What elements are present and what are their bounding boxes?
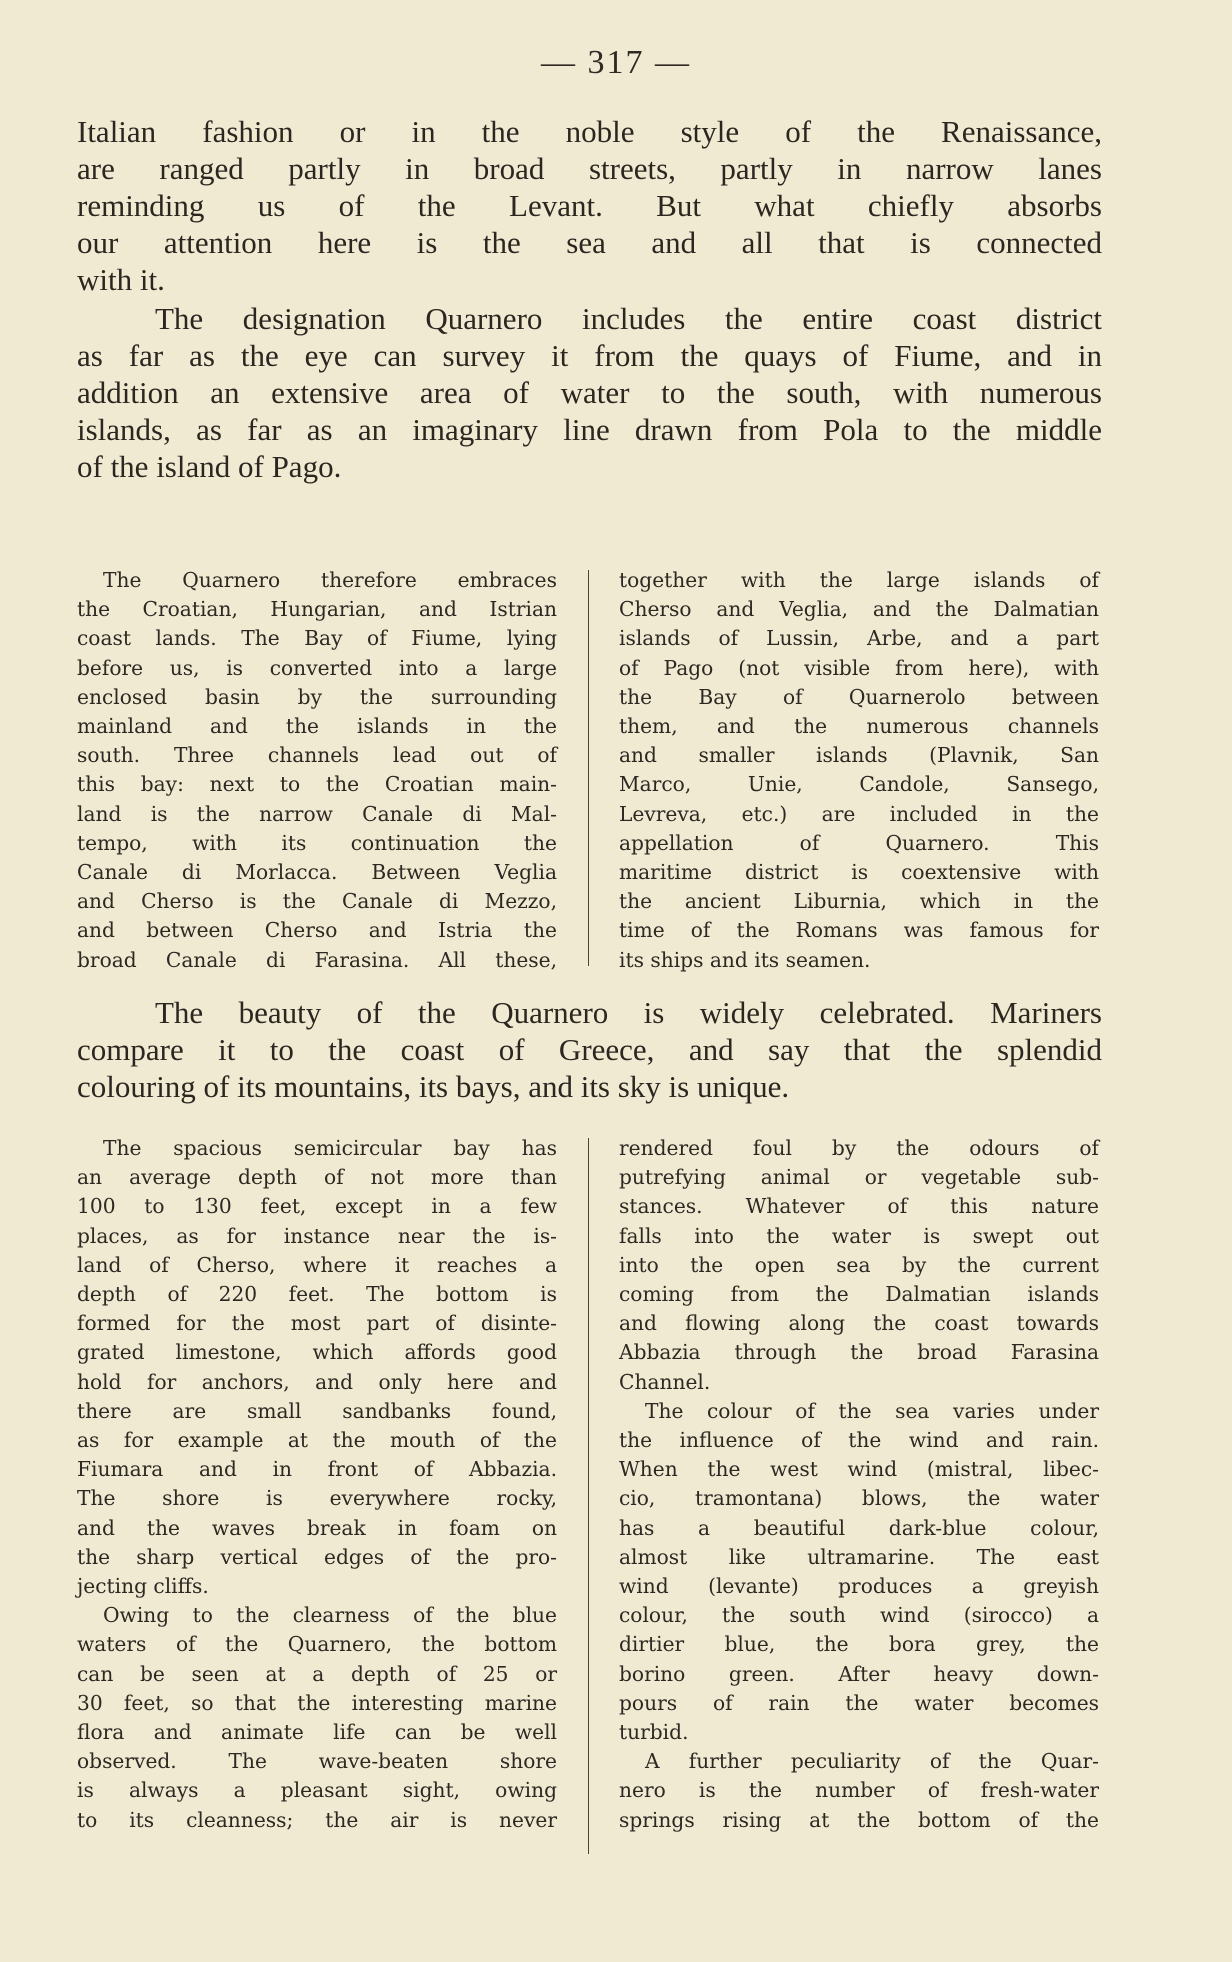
column-divider [588, 570, 589, 966]
text-line: the sharp vertical edges of the pro- [77, 1544, 557, 1569]
text-line: addition an extensive area of water to the south, with numerous [77, 375, 1102, 410]
text-line: with it. [77, 262, 165, 297]
text-line: and between Cherso and Istria the [77, 918, 557, 943]
text-line: broad Canale di Farasina. All these, [77, 947, 557, 972]
text-line: as for example at the mouth of the [77, 1428, 557, 1453]
text-line: places, as for instance near the is- [77, 1223, 557, 1248]
text-line: When the west wind (mistral, libec- [619, 1457, 1099, 1482]
text-line: observed. The wave-beaten shore [77, 1749, 557, 1774]
text-line: depth of 220 feet. The bottom is [77, 1282, 557, 1307]
text-line: Owing to the clearness of the blue [103, 1603, 557, 1628]
text-line: colouring of its mountains, its bays, and its sky is unique. [77, 1069, 790, 1104]
text-line: nero is the number of fresh-water [619, 1778, 1099, 1803]
text-line: grated limestone, which affords good [77, 1340, 557, 1365]
section-one-right-column [619, 566, 1099, 975]
text-line: are ranged partly in broad streets, partly in narrow lanes [77, 151, 1102, 186]
text-line: islands of Lussin, Arbe, and a part [619, 626, 1099, 651]
text-line: has a beautiful dark-blue colour, [619, 1515, 1099, 1540]
text-line: falls into the water is swept out [619, 1223, 1099, 1248]
text-line: stances. Whatever of this nature [619, 1194, 1099, 1219]
text-line: waters of the Quarnero, the bottom [77, 1632, 557, 1657]
text-line: Fiumara and in front of Abbazia. [77, 1457, 557, 1482]
text-line: time of the Romans was famous for [619, 918, 1099, 943]
text-line: 30 feet, so that the interesting marine [77, 1690, 557, 1715]
text-line: mainland and the islands in the [77, 714, 557, 739]
text-line: maritime district is coextensive with [619, 860, 1099, 885]
text-line: south. Three channels lead out of [77, 743, 557, 768]
text-line: and smaller islands (Plavnik, San [619, 743, 1099, 768]
beauty-paragraph [77, 994, 1102, 1105]
text-line: colour, the south wind (sirocco) a [619, 1603, 1099, 1628]
text-line: is always a pleasant sight, owing [77, 1778, 557, 1803]
text-line: of the island of Pago. [77, 449, 342, 484]
text-line: there are small sandbanks found, [77, 1398, 557, 1423]
text-line: reminding us of the Levant. But what chiefly absorbs [77, 188, 1102, 223]
text-line: Abbazia through the broad Farasina [619, 1340, 1099, 1365]
column-divider [588, 1138, 589, 1854]
text-line: them, and the numerous channels [619, 714, 1099, 739]
text-line: compare it to the coast of Greece, and say that the splendid [77, 1032, 1102, 1067]
section-two-left-column [77, 1134, 557, 1835]
text-line: land of Cherso, where it reaches a [77, 1252, 557, 1277]
section-two-right-column [619, 1134, 1099, 1835]
text-line: and the waves break in foam on [77, 1515, 557, 1540]
text-line: The colour of the sea varies under [645, 1398, 1099, 1423]
text-line: to its cleanness; the air is never [77, 1807, 557, 1832]
text-line: Cherso and Veglia, and the Dalmatian [619, 597, 1099, 622]
page-number: — 317 — [541, 44, 691, 81]
text-line: its ships and its seamen. [619, 947, 871, 972]
text-line: dirtier blue, the bora grey, the [619, 1632, 1099, 1657]
intro-paragraph [77, 113, 1102, 298]
text-line: The Quarnero therefore embraces [103, 568, 557, 592]
text-line: putrefying animal or vegetable sub- [619, 1165, 1099, 1190]
text-line: into the open sea by the current [619, 1252, 1099, 1277]
text-line: The designation Quarnero includes the entire coast district [155, 301, 1102, 336]
text-line: this bay: next to the Croatian main- [77, 772, 557, 797]
text-line: before us, is converted into a large [77, 655, 557, 680]
section-one [77, 566, 1102, 986]
text-line: springs rising at the bottom of the [619, 1807, 1099, 1832]
text-line: rendered foul by the odours of [619, 1136, 1099, 1160]
designation-paragraph [77, 300, 1102, 485]
text-line: of Pago (not visible from here), with [619, 655, 1099, 680]
text-line: 100 to 130 feet, except in a few [77, 1194, 557, 1219]
text-line: land is the narrow Canale di Mal- [77, 801, 557, 826]
text-line: coast lands. The Bay of Fiume, lying [77, 626, 557, 651]
text-line: tempo, with its continuation the [77, 830, 557, 855]
text-line: enclosed basin by the surrounding [77, 684, 557, 709]
text-line: pours of rain the water becomes [619, 1690, 1099, 1715]
text-line: as far as the eye can survey it from the quays of Fiume, and in [77, 338, 1102, 373]
text-line: the ancient Liburnia, which in the [619, 889, 1099, 914]
text-line: A further peculiarity of the Quar- [645, 1749, 1099, 1774]
text-line: appellation of Quarnero. This [619, 830, 1099, 855]
text-line: and flowing along the coast towards [619, 1311, 1099, 1336]
text-line: islands, as far as an imaginary line drawn from Pola to the middle [77, 412, 1102, 447]
text-line: and Cherso is the Canale di Mezzo, [77, 889, 557, 914]
text-line: an average depth of not more than [77, 1165, 557, 1190]
text-line: The shore is everywhere rocky, [77, 1486, 557, 1511]
text-line: wind (levante) produces a greyish [619, 1574, 1099, 1599]
text-line: coming from the Dalmatian islands [619, 1282, 1099, 1307]
text-line: The beauty of the Quarnero is widely celebrated. Mariners [155, 995, 1102, 1030]
text-line: Italian fashion or in the noble style of the Renaissance, [77, 114, 1102, 149]
text-line: the Croatian, Hungarian, and Istrian [77, 597, 557, 622]
text-line: cio, tramontana) blows, the water [619, 1486, 1099, 1511]
text-line: the influence of the wind and rain. [619, 1428, 1099, 1453]
text-line: flora and animate life can be well [77, 1720, 557, 1745]
text-line: borino green. After heavy down- [619, 1661, 1099, 1686]
text-line: turbid. [619, 1720, 689, 1745]
text-line: jecting cliffs. [77, 1574, 209, 1599]
section-two [77, 1134, 1102, 1864]
text-line: Levreva, etc.) are included in the [619, 801, 1099, 826]
text-line: Marco, Unie, Candole, Sansego, [619, 772, 1099, 797]
text-line: The spacious semicircular bay has [103, 1136, 557, 1160]
text-line: the Bay of Quarnerolo between [619, 684, 1099, 709]
section-one-left-column [77, 566, 557, 975]
text-line: Channel. [619, 1369, 711, 1394]
text-line: our attention here is the sea and all that is connected [77, 225, 1102, 260]
text-line: hold for anchors, and only here and [77, 1369, 557, 1394]
text-line: formed for the most part of disinte- [77, 1311, 557, 1336]
text-line: together with the large islands of [619, 568, 1099, 592]
text-line: can be seen at a depth of 25 or [77, 1661, 557, 1686]
text-line: almost like ultramarine. The east [619, 1544, 1099, 1569]
text-line: Canale di Morlacca. Between Veglia [77, 860, 557, 885]
